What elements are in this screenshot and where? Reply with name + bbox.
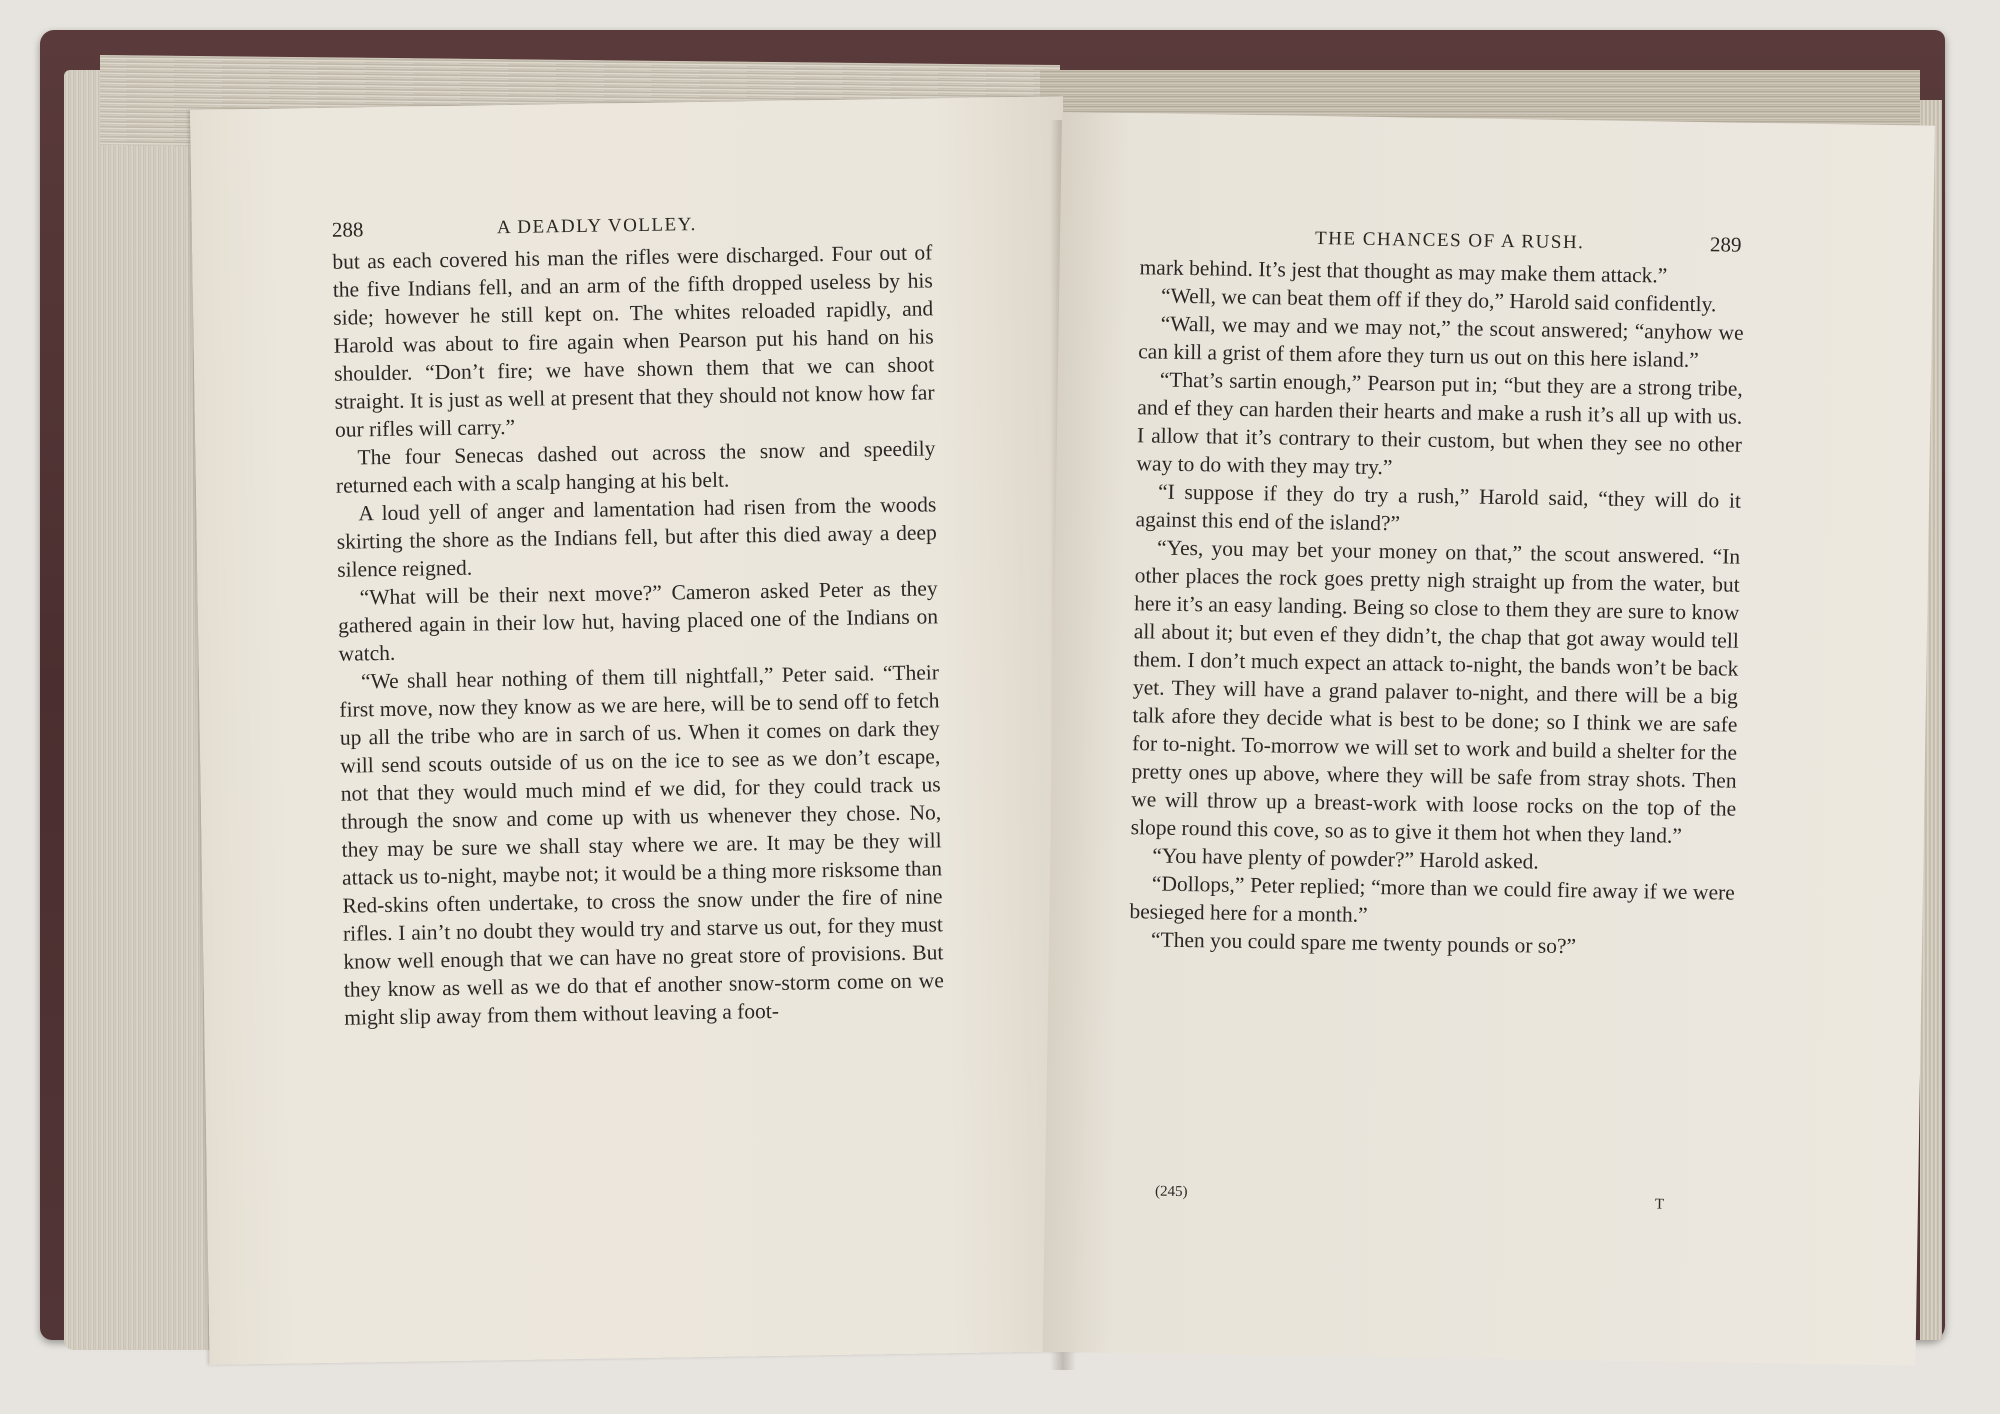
- paragraph: “Then you could spare me twenty pounds or so?”: [1150, 927, 1577, 959]
- paragraph: “You have plenty of powder?” Harold asked.: [1152, 843, 1539, 874]
- paragraph: “We shall hear nothing of them till nightfall,” Peter said. “Their first move, now they know as we are here, will be to send off to fetch up all the tribe who are in sarch of us. When it comes on dark they will send scouts outside of us on the ice to see as we don’t escape, not that they would much mind ef we did, for they could track us through the snow and come up with us whenever they chose. No, they may be sure we shall stay where we are. It may be they will attack us to-night, maybe not; it would be a thing more risksome than Red-skins often undertake, to cross the snow under the fire of nine rifles. I ain’t no doubt they would try and starve us out, for they must know well enough that we can have no great store of provisions. But they know as well as we do that ef another snow-storm come on we might slip away from them without leaving a foot-: [339, 660, 944, 1030]
- paragraph: “What will be their next move?” Cameron asked Peter as they gathered again in their low hut, having placed one of the Indians on watch.: [337, 576, 939, 666]
- paragraph: “Well, we can beat them off if they do,” Harold said confidently.: [1160, 283, 1717, 317]
- paragraph: mark behind. It’s jest that thought as may make them attack.”: [1139, 255, 1668, 288]
- paragraph: “Yes, you may bet your money on that,” the scout answered. “In other places the rock goes pretty nigh straight up from the water, but here it’s an easy landing. Being so close to them they are sure to know all about it; but even ef they didn’t, the chap that got away would tell them. I don’t much expect an attack to-night, the bands won’t be back yet. They will have a grand palaver to-night, and there will be a big talk afore they decide what is best to be done; so I think we are safe for to-night. To-morrow we will set to work and build a shelter for the pretty ones up above, where they will be safe from stray shots. Then we will throw up a breast-work with loose rocks on the top of the slope round this cove, so as to give it them hot when they land.”: [1130, 535, 1741, 848]
- signature-letter: T: [1654, 1196, 1665, 1213]
- open-book: [40, 30, 1945, 1375]
- right-page: [1043, 112, 1935, 1366]
- signature-mark: (245): [1154, 1183, 1188, 1201]
- left-page-text: [332, 238, 944, 1031]
- paragraph: “I suppose if they do try a rush,” Harold said, “they will do it against this end of the island?”: [1135, 479, 1742, 536]
- left-page: [190, 96, 1083, 1365]
- paragraph: “That’s sartin enough,” Pearson put in; “but they are a strong tribe, and ef they can harden their hearts and make a rush it’s all up with us. I allow that it’s contrary to their custom, but when they see no other way to do with they may try.”: [1136, 367, 1743, 480]
- right-page-number: 289: [1709, 232, 1742, 257]
- paragraph: “Dollops,” Peter replied; “more than we could fire away if we were besieged here for a month.”: [1129, 871, 1736, 927]
- right-page-text: [1129, 253, 1745, 962]
- left-running-head: A DEADLY VOLLEY.: [496, 214, 697, 239]
- paragraph: but as each covered his man the rifles were discharged. Four out of the five Indians fell, and an arm of the fifth dropped useless by his side; however he still kept on. The whites reloaded rapidly, and Harold was about to fire again when Pearson put his hand on his shoulder. “Don’t fire; we have shown them that we can shoot straight. It is just as well at present that they should not know how far our rifles will carry.”: [332, 240, 935, 442]
- paragraph: A loud yell of anger and lamentation had risen from the woods skirting the shore as the Indians fell, but after this died away a deep silence reigned.: [336, 492, 937, 582]
- right-running-head: THE CHANCES OF A RUSH.: [1314, 227, 1585, 254]
- paragraph: The four Senecas dashed out across the snow and speedily returned each with a scalp hanging at his belt.: [335, 436, 936, 498]
- paragraph: “Wall, we may and we may not,” the scout answered; “anyhow we can kill a grist of them afore they turn us out on this here island.”: [1138, 311, 1744, 373]
- left-page-number: 288: [331, 217, 364, 242]
